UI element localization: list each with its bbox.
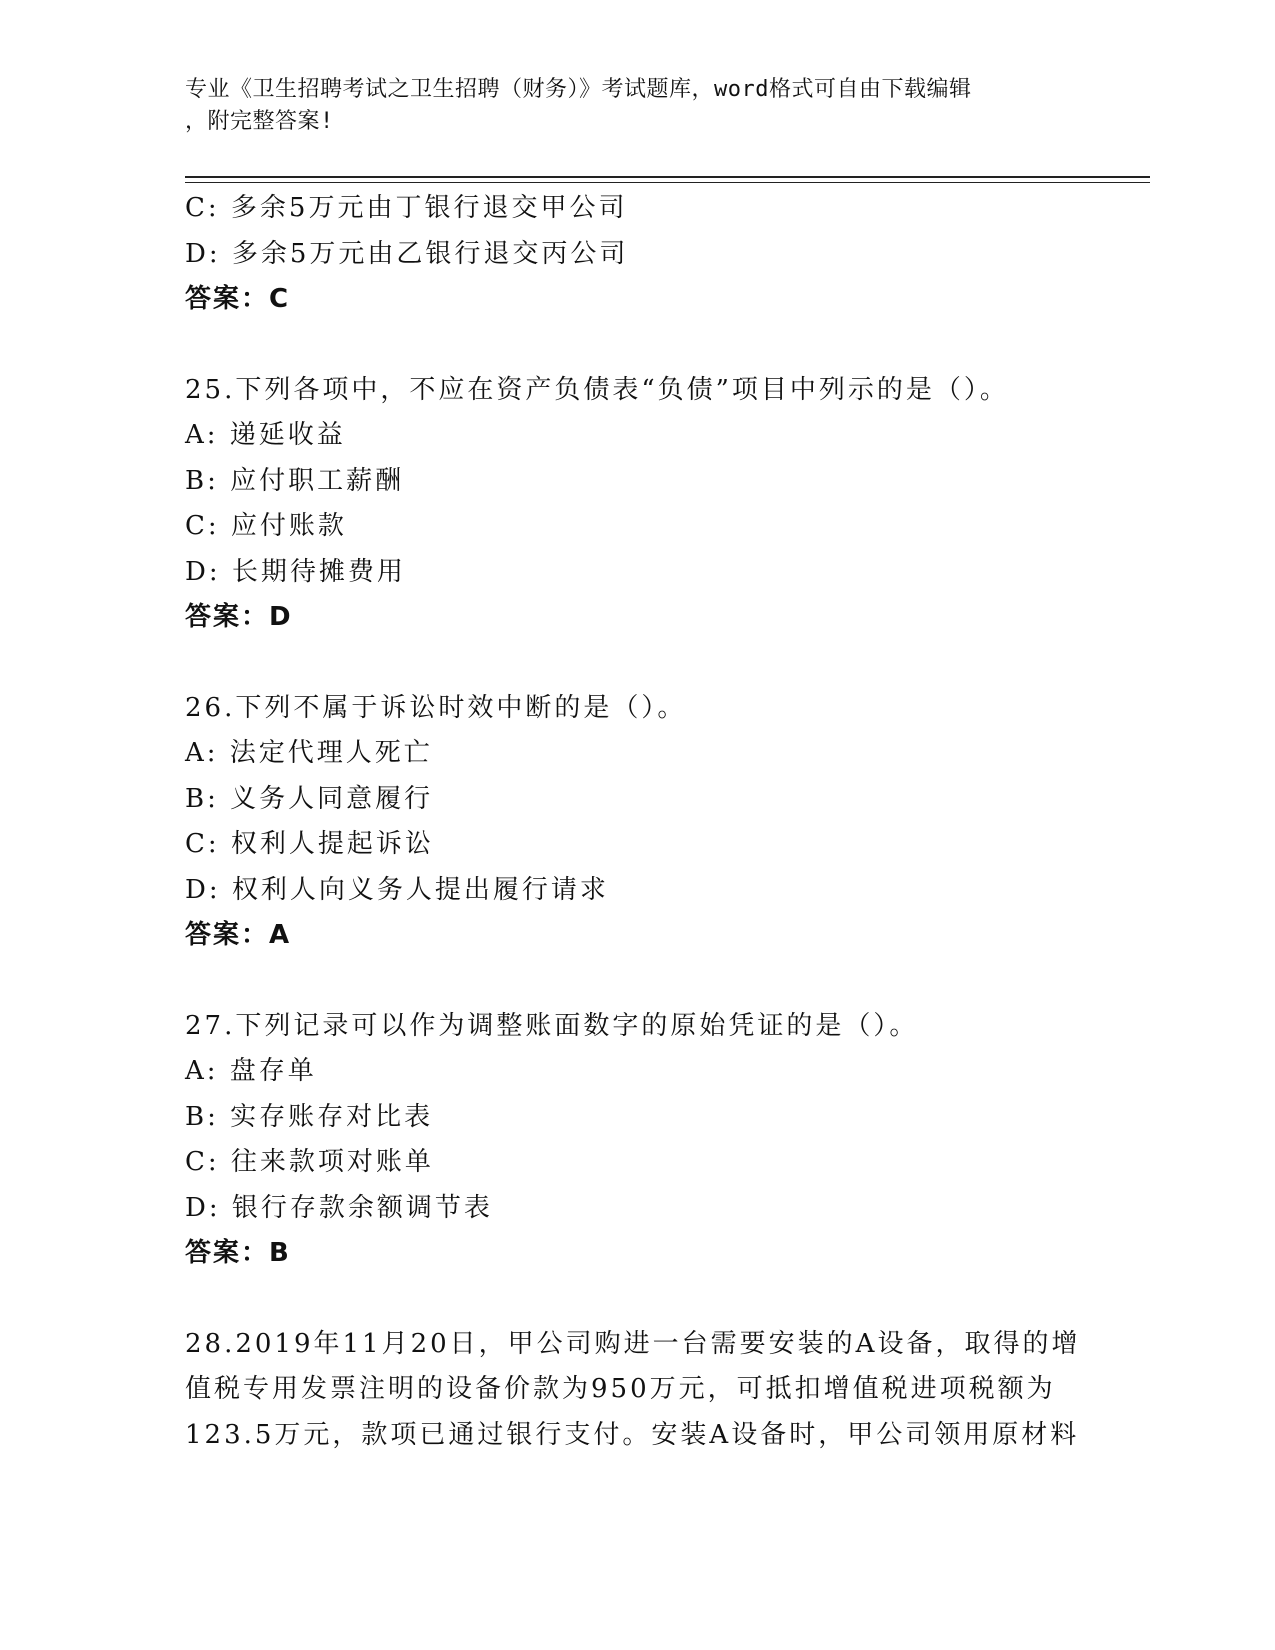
question-stem: 25.下列各项中，不应在资产负债表“负债”项目中列示的是（）。	[185, 374, 1009, 405]
option-c: C: 权利人提起诉讼	[185, 829, 434, 859]
answer-label: 答案：D	[185, 602, 293, 632]
question-content	[185, 186, 1145, 1458]
option-c: C: 多余5万元由丁银行退交甲公司	[185, 193, 628, 223]
header-line-2: ，附完整答案!	[185, 109, 334, 134]
question-block-28	[185, 1322, 1145, 1459]
question-block-prev	[185, 186, 1145, 323]
option-d: D: 多余5万元由乙银行退交丙公司	[185, 238, 629, 269]
answer-label: 答案：C	[185, 284, 291, 314]
option-b: B: 实存账存对比表	[185, 1101, 434, 1132]
answer-label: 答案：B	[185, 1238, 291, 1268]
header-line-1: 专业《卫生招聘考试之卫生招聘（财务）》考试题库，word格式可自由下载编辑	[185, 77, 972, 102]
option-d: D: 长期待摊费用	[185, 556, 406, 587]
question-stem-line-2: 值税专用发票注明的设备价款为950万元，可抵扣增值税进项税额为	[185, 1374, 1056, 1404]
header-divider-thin	[185, 182, 1150, 183]
option-d: D: 银行存款余额调节表	[185, 1192, 493, 1223]
question-stem-line-1: 28.2019年11月20日，甲公司购进一台需要安装的A设备，取得的增	[185, 1328, 1081, 1359]
option-b: B: 义务人同意履行	[185, 783, 434, 814]
option-b: B: 应付职工薪酬	[185, 465, 405, 496]
option-d: D: 权利人向义务人提出履行请求	[185, 874, 609, 905]
option-a: A: 盘存单	[185, 1056, 317, 1086]
question-stem-line-3: 123.5万元，款项已通过银行支付。安装A设备时，甲公司领用原材料	[185, 1419, 1080, 1450]
question-block-26	[185, 686, 1145, 959]
document-header	[185, 74, 1085, 138]
question-stem: 26.下列不属于诉讼时效中断的是（）。	[185, 692, 687, 723]
question-stem: 27.下列记录可以作为调整账面数字的原始凭证的是（）。	[185, 1010, 919, 1041]
option-c: C: 往来款项对账单	[185, 1147, 434, 1177]
option-c: C: 应付账款	[185, 511, 347, 541]
option-a: A: 递延收益	[185, 420, 346, 450]
question-block-25	[185, 368, 1145, 641]
header-divider-thick	[185, 176, 1150, 178]
option-a: A: 法定代理人死亡	[185, 738, 433, 768]
answer-label: 答案：A	[185, 920, 292, 950]
question-block-27	[185, 1004, 1145, 1277]
